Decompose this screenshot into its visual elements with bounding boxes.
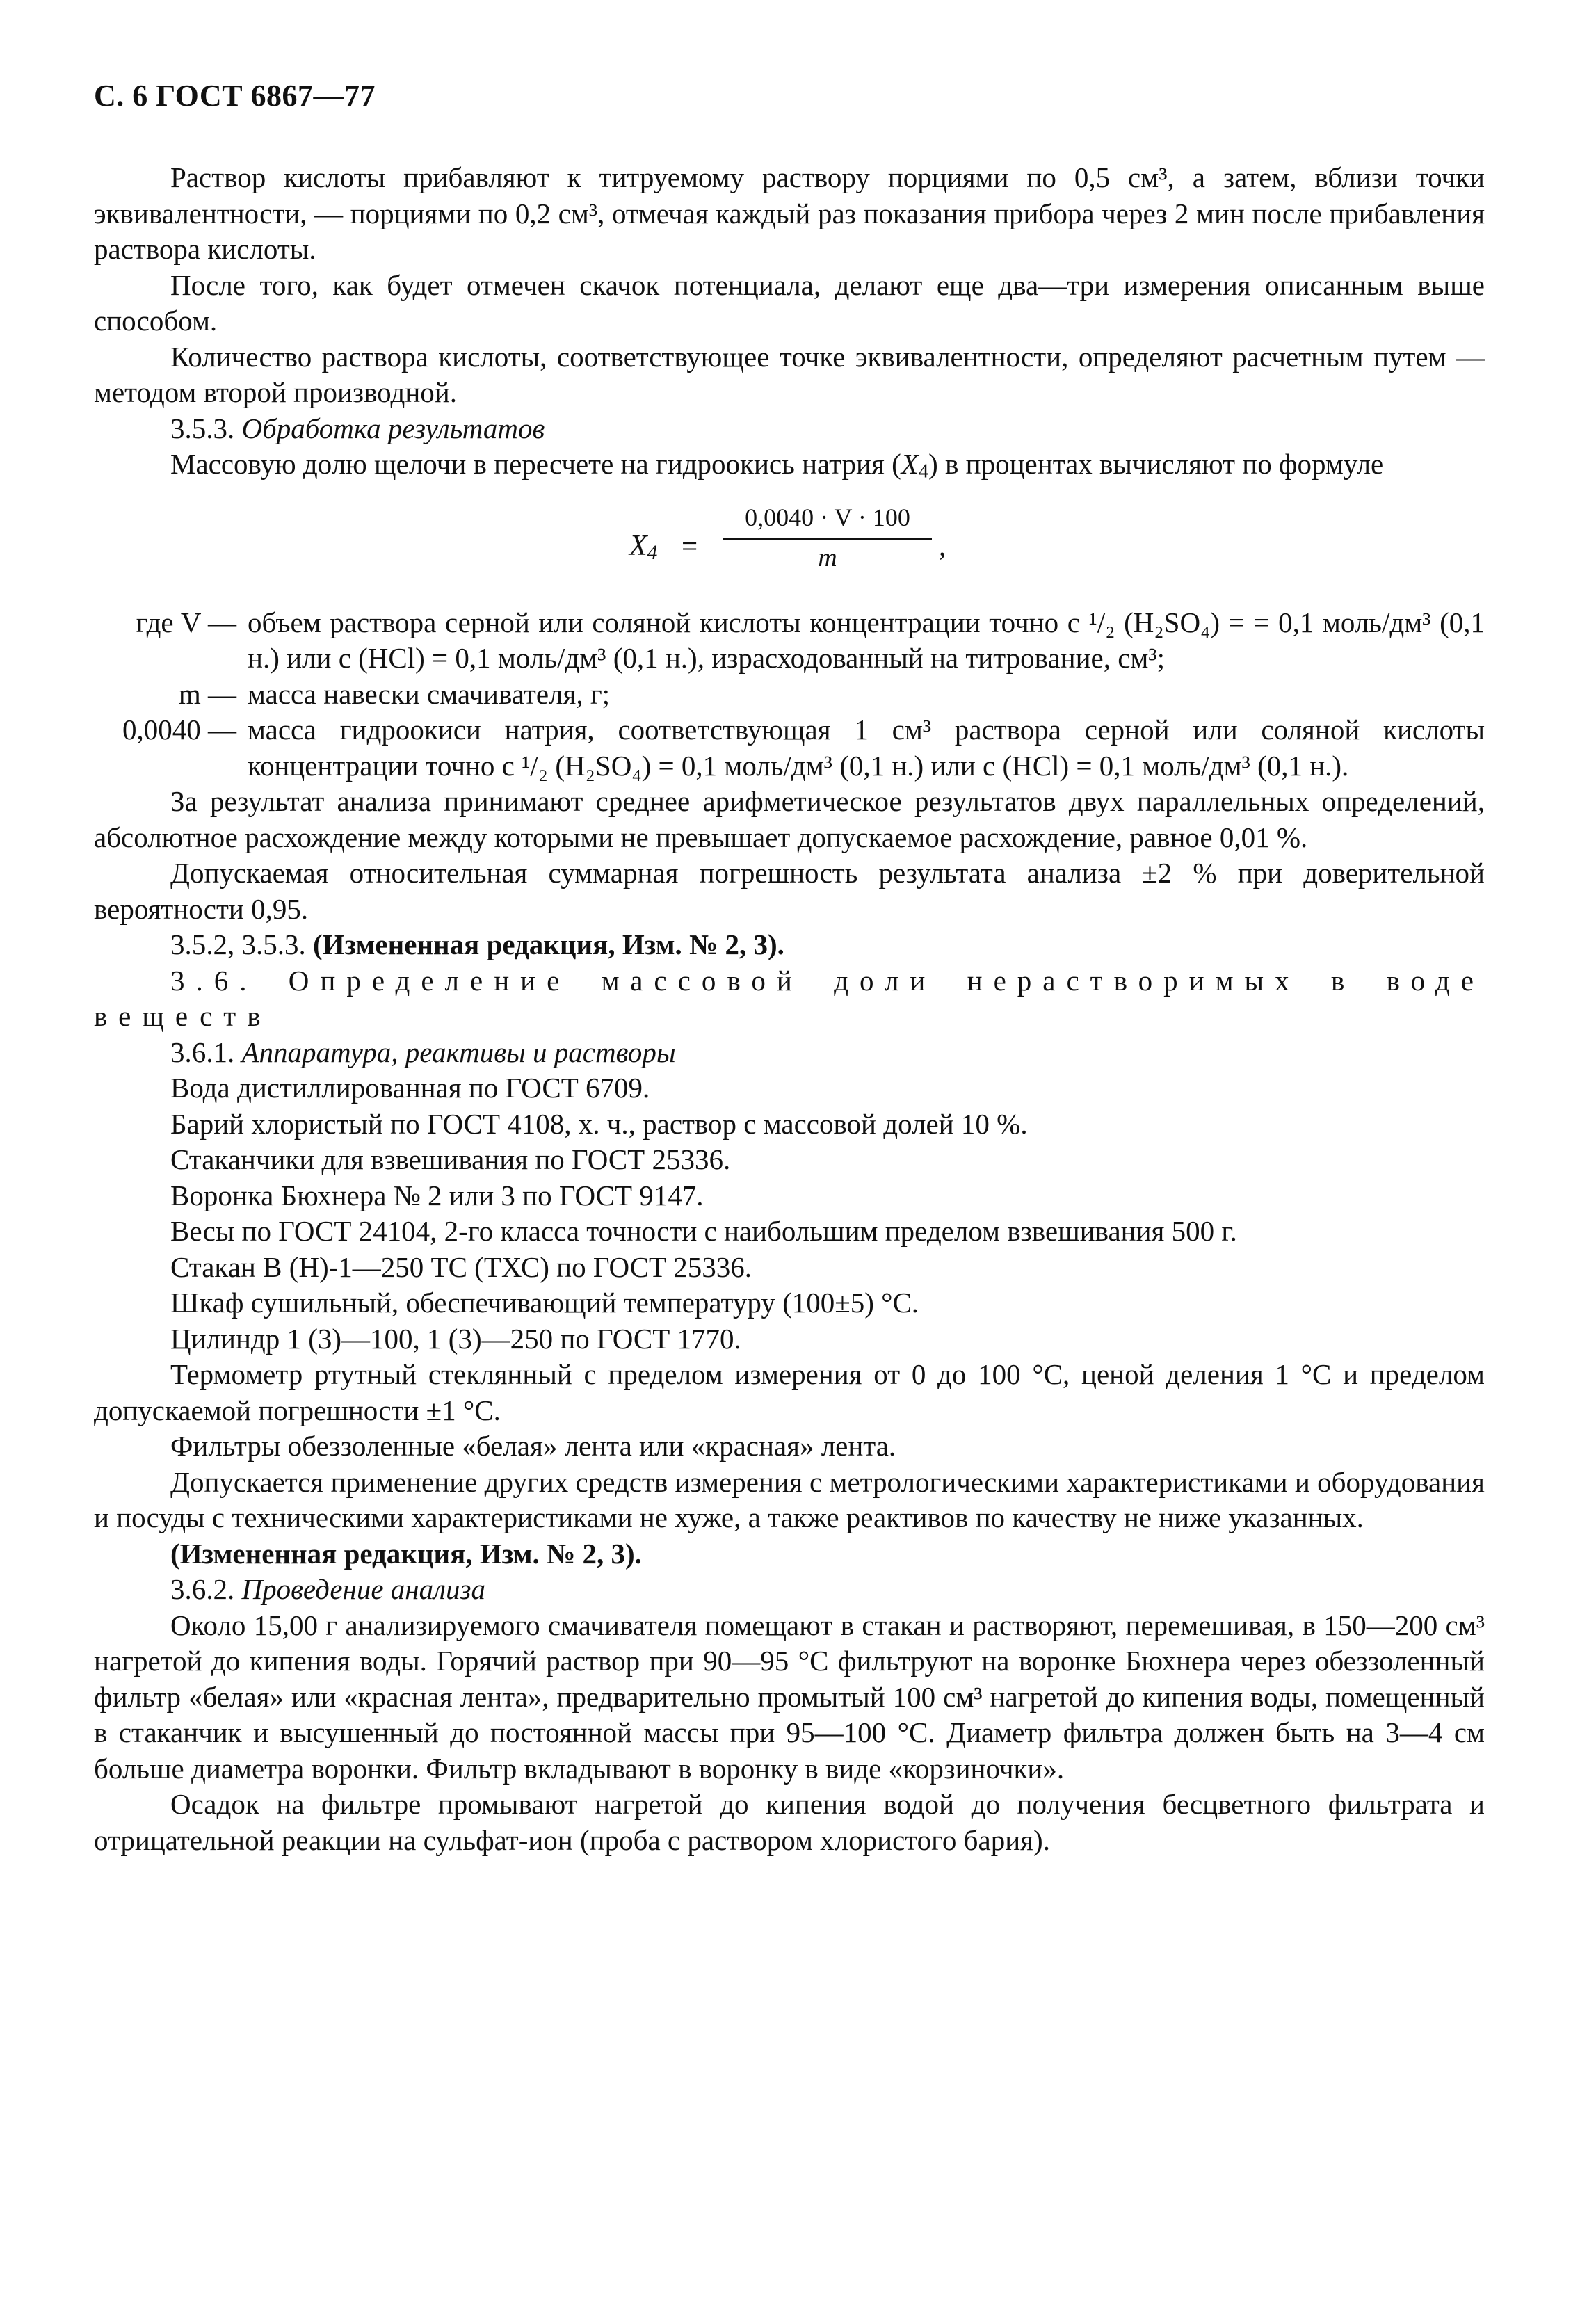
list-item: Барий хлористый по ГОСТ 4108, х. ч., раствор с массовой долей 10 %. <box>170 1107 1028 1140</box>
page-header: С. 6 ГОСТ 6867—77 <box>94 79 376 113</box>
definition-desc: масса навески смачивателя, г; <box>248 677 611 710</box>
paragraph-equivalence: Количество раствора кислоты, соответствующее точке эквивалентности, определяют расчетным путем — методом второй производной. <box>94 340 1485 408</box>
formula-lhs <box>629 529 657 565</box>
definition-row <box>94 605 1485 677</box>
list-item: Стакан В (Н)-1—250 ТС (ТХС) по ГОСТ 25336. <box>170 1250 752 1283</box>
list-item: Допускается применение других средств измерения с метрологическими характеристиками и оборудования и посуды с техническими характеристиками не хуже, а также реактивов по качеству не ниже указанных. <box>94 1465 1485 1533</box>
formula-fraction <box>723 502 932 573</box>
paragraph-formula-intro <box>94 446 1485 483</box>
section-title: Проведение анализа <box>241 1573 486 1605</box>
formula-lhs-sub: 4 <box>647 541 658 564</box>
section-3-6-1 <box>94 1035 1485 1071</box>
formula-denominator: m <box>818 542 837 572</box>
list-item: Вода дистиллированная по ГОСТ 6709. <box>170 1072 650 1104</box>
amendment-note: (Измененная редакция, Изм. № 2, 3). <box>170 1537 642 1570</box>
fraction-bar <box>723 538 932 540</box>
text-fragment: ) в процентах вычисляют по формуле <box>928 448 1384 480</box>
list-item: Фильтры обеззоленные «белая» лента или «красная» лента. <box>170 1430 896 1462</box>
definition-term: m — <box>178 677 236 710</box>
paragraph-amendment <box>94 927 1485 963</box>
definition-term: 0,0040 — <box>122 714 236 746</box>
text-fragment: Массовую долю щелочи в пересчете на гидроокись натрия ( <box>170 448 901 480</box>
formula-numerator: 0,0040 · V · 100 <box>745 503 910 531</box>
variable: X <box>901 448 919 480</box>
formula-x4 <box>94 497 1485 601</box>
definition-desc: объем раствора серной или соляной кислоты концентрации точно c ¹/₂ (H₂SO₄) = = 0,1 моль/дм³ (0,1 н.) или c (HCl) = 0,1 моль/дм³ (0,1 н.), израсходованный на титрование, см³; <box>248 606 1485 674</box>
list-item: Цилиндр 1 (3)—100, 1 (3)—250 по ГОСТ 1770. <box>170 1322 741 1355</box>
paragraph-titration: Раствор кислоты прибавляют к титруемому раствору порциями по 0,5 см³, а затем, вблизи точки эквивалентности, — порциями по 0,2 см³, отмечая каждый раз показания прибора через 2 мин после прибавления раствора кислоты. <box>94 161 1485 265</box>
definition-term: где V — <box>136 606 236 638</box>
variable-subscript: 4 <box>918 460 929 483</box>
text-fragment: 3.5.2, 3.5.3. <box>170 928 306 960</box>
paragraph-potential-jump: После того, как будет отмечен скачок потенциала, делают еще два—три измерения описанным выше способом. <box>94 268 1485 337</box>
paragraph-result: За результат анализа принимают среднее арифметическое результатов двух параллельных определений, абсолютное расхождение между которыми не превышает допускаемое расхождение, равное 0,01 %. <box>94 785 1485 853</box>
paragraph-washing: Осадок на фильтре промывают нагретой до кипения водой до получения бесцветного фильтрата и отрицательной реакции на сульфат-ион (проба с раствором хлористого бария). <box>94 1788 1485 1856</box>
section-number: 3.6.1. <box>170 1036 235 1068</box>
section-3-6-title: 3.6. Определение массовой доли нерастворимых в воде веществ <box>94 964 1485 1032</box>
definition-desc: масса гидроокиси натрия, соответствующая 1 см³ раствора серной или соляной кислоты концентрации точно c ¹/₂ (H₂SO₄) = 0,1 моль/дм³ (0,1 н.) или c (HCl) = 0,1 моль/дм³ (0,1 н.). <box>248 714 1485 782</box>
section-number: 3.5.3. <box>170 412 235 444</box>
list-item: Термометр ртутный стеклянный с пределом измерения от 0 до 100 °С, ценой деления 1 °С и пределом допускаемой погрешности ±1 °С. <box>94 1358 1485 1426</box>
section-title: Обработка результатов <box>241 412 545 444</box>
definition-row <box>94 677 1485 713</box>
list-item: Весы по ГОСТ 24104, 2-го класса точности с наибольшим пределом взвешивания 500 г. <box>170 1215 1237 1247</box>
list-item: Шкаф сушильный, обеспечивающий температуру (100±5) °С. <box>170 1287 919 1319</box>
amendment-note: (Измененная редакция, Изм. № 2, 3). <box>313 928 784 960</box>
definition-row <box>94 712 1485 784</box>
document-body <box>94 160 1485 1858</box>
section-number: 3.6.2. <box>170 1573 235 1605</box>
paragraph-procedure: Около 15,00 г анализируемого смачивателя помещают в стакан и растворяют, перемешивая, в 150—200 см³ нагретой до кипения воды. Горячий раствор при 90—95 °С фильтруют на воронке Бюхнера через обеззоленный фильтр «белая» или «красная лента», предварительно промытый 100 см³ нагретой до кипения воды, помещенный в стаканчик и высушенный до постоянной массы при 95—100 °С. Диаметр фильтра должен быть на 3—4 см больше диаметра воронки. Фильтр вкладывают в воронку в виде «корзиночки». <box>94 1609 1485 1785</box>
paragraph-error: Допускаемая относительная суммарная погрешность результата анализа ±2 % при доверительной вероятности 0,95. <box>94 857 1485 925</box>
formula-lhs-var: X <box>629 529 647 562</box>
section-title: Аппаратура, реактивы и растворы <box>241 1036 676 1068</box>
section-3-6-2 <box>94 1572 1485 1608</box>
list-item: Стаканчики для взвешивания по ГОСТ 25336. <box>170 1143 731 1175</box>
list-item: Воронка Бюхнера № 2 или 3 по ГОСТ 9147. <box>170 1179 704 1211</box>
section-3-5-3 <box>94 411 1485 447</box>
definitions-list <box>94 605 1485 784</box>
formula-equals: = <box>682 529 698 562</box>
formula-comma: , <box>939 529 946 562</box>
